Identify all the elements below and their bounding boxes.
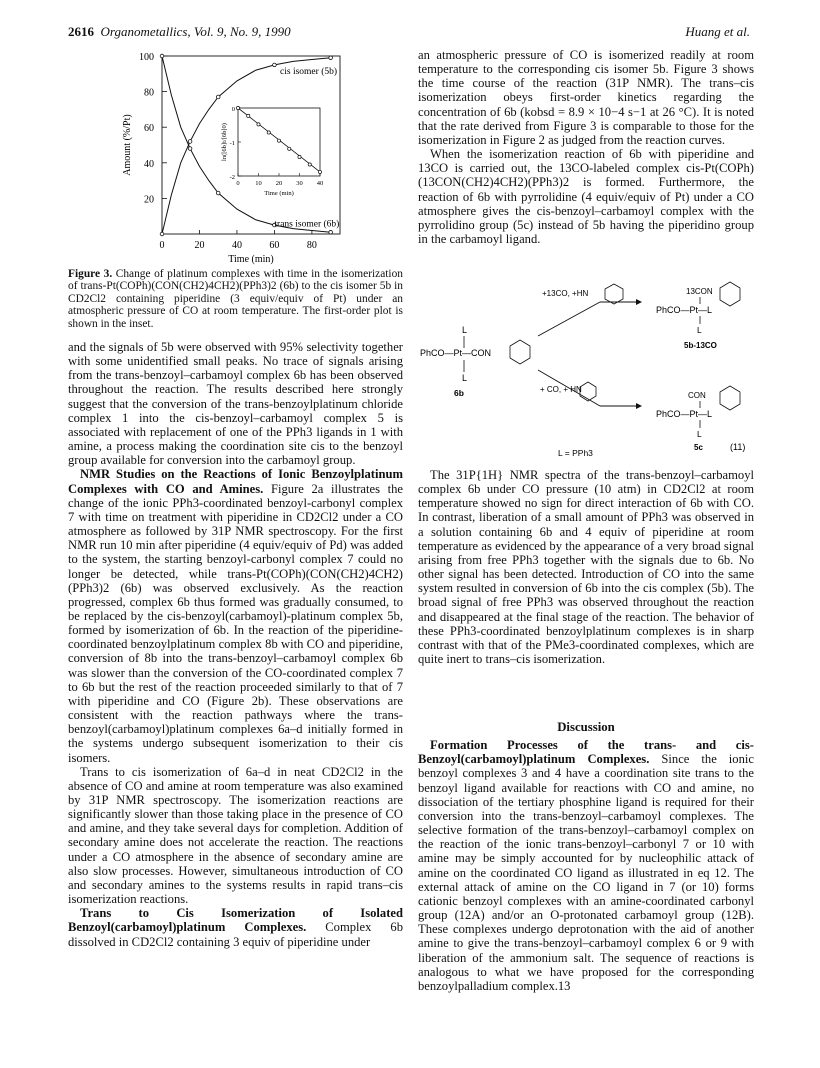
left-paragraph-4-text: Complex 6b dissolved in CD2Cl2 containing 3 equiv of piperidine under bbox=[68, 920, 403, 949]
inset-data-point bbox=[288, 147, 291, 150]
inset-data-point bbox=[247, 114, 250, 117]
right-column-middle bbox=[418, 468, 754, 666]
caption-text: Change of platinum complexes with time in the isomerization of trans-Pt(COPh)(CON(CH2)4CH2)(PPh3)2 (6b) to the cis isomer 5b in CD2Cl2 containing piperidine (3 equiv/equiv of Pt) under an atmospheric pressure of CO at room temperature. The first-order plot is shown in the inset. bbox=[68, 268, 403, 330]
inset-x-tick-label: 30 bbox=[296, 180, 303, 187]
inset-x-tick-label: 40 bbox=[316, 180, 324, 187]
inset-data-point bbox=[298, 155, 301, 158]
header-authors: Huang et al. bbox=[685, 24, 750, 39]
trans-isomer-label: trans isomer (6b) bbox=[274, 219, 340, 230]
left-column bbox=[68, 340, 403, 949]
scheme-top-product: PhCO—Pt—L bbox=[656, 305, 713, 315]
y-tick-label: 40 bbox=[144, 158, 154, 170]
scheme-start-L-bottom: L bbox=[462, 373, 468, 383]
discussion-heading: Discussion bbox=[557, 720, 615, 734]
scheme-reagent-bottom: + CO, + HN bbox=[540, 385, 582, 394]
inset-y-axis-label: ln([6b]t/[6b]0) bbox=[221, 123, 228, 161]
x-tick-label: 40 bbox=[231, 240, 242, 251]
y-tick-label: 60 bbox=[144, 123, 154, 135]
inset-data-point bbox=[267, 131, 270, 134]
inset-data-point bbox=[318, 170, 321, 173]
x-tick-label: 80 bbox=[306, 240, 317, 251]
scheme-bottom-label: 5c bbox=[694, 443, 703, 452]
data-point bbox=[160, 54, 164, 58]
scheme-bottom-product: PhCO—Pt—L bbox=[656, 409, 713, 419]
caption-label: Figure 3. bbox=[68, 268, 113, 280]
left-paragraph-2-text: Figure 2a illustrates the change of the ionic PPh3-coordinated benzoyl-carbonyl complex 7 with time on treatment with piperidine in CD2Cl2 under a CO atmosphere as followed by 31P NMR spectroscopy. For the first NMR run 10 min after piperidine (4 equiv/equiv of Pd) was added to the system, the starting benzoyl-carbonyl complex 7 could no longer be detected, while trans-Pt(COPh)(CON(CH2)4CH2)(PPh3)2 (6b) was observed exclusively. As the reaction progressed, complex 6b thus formed was gradually consumed, to be replaced by the cis-benzoyl(carbamoyl)-platinum complex 5b, formed by isomerization of 6b. In the reaction of the piperidine-coordinated benzoylplatinum complex 8b with CO and piperidine, conversion of 8b into the trans-benzoyl–carbamoyl complex 6b was slower than the conversion of the CO-coordinated complex 7 to 6b but the rest of the reaction proceeded similarly to that of 7 with piperidine and CO (Figure 2b). These observations are consistent with the reaction pathways where the trans-benzoyl(carbamoyl)platinum complexes 6a–d initially formed in the systems undergo subsequent isomerization to their cis isomers. bbox=[68, 481, 403, 765]
right-paragraph-1: an atmospheric pressure of CO is isomerized readily at room temperature to the corresponding cis isomer 5b. Figure 3 shows the time course of the reaction (31P NMR). The trans–cis isomerization obeys first-order kinetics regarding the concentration of 6b (kobsd = 8.9 × 10−4 s−1 at 26 °C). It is noted that the rate derived from Figure 3 is comparable to those for the isomerization in Figure 2 as judged from the reaction curves. bbox=[418, 48, 754, 147]
data-point bbox=[160, 232, 164, 236]
data-point bbox=[188, 140, 192, 144]
figure-3-caption bbox=[68, 268, 403, 330]
inset-y-tick-label: 0 bbox=[231, 106, 235, 113]
scheme-start-label: 6b bbox=[454, 388, 464, 398]
scheme-top-label: 5b-13CO bbox=[684, 341, 717, 350]
section-heading-formation: Formation Processes of the trans- and cis-Benzoyl(carbamoyl)platinum Complexes. bbox=[418, 738, 754, 767]
inset-y-tick-label: -2 bbox=[229, 174, 235, 181]
right-paragraph-4 bbox=[418, 738, 754, 993]
scheme-start-L-top: L bbox=[462, 325, 468, 335]
section-heading-nmr: NMR Studies on the Reactions of Ionic Benzoylplatinum Complexes with CO and Amines. bbox=[68, 467, 403, 496]
y-tick-label: 100 bbox=[139, 52, 154, 63]
inset-data-point bbox=[308, 163, 311, 166]
reaction-scheme-11 bbox=[418, 278, 754, 458]
figure-3-chart bbox=[68, 48, 403, 268]
scheme-top-con: 13CON bbox=[686, 287, 713, 296]
data-point bbox=[329, 230, 333, 234]
scheme-reagent-top: +13CO, +HN bbox=[542, 289, 589, 298]
y-tick-label: 80 bbox=[144, 87, 154, 99]
scheme-bottom-con: CON bbox=[688, 391, 706, 400]
data-point bbox=[273, 63, 277, 67]
scheme-bottom-L: L bbox=[697, 429, 702, 439]
scheme-start-complex: PhCO—Pt—CON bbox=[420, 348, 492, 358]
header-left bbox=[68, 24, 291, 44]
inset-y-tick-label: -1 bbox=[229, 140, 235, 147]
y-tick-label: 20 bbox=[144, 194, 154, 206]
data-point bbox=[216, 95, 220, 99]
left-paragraph-1: and the signals of 5b were observed with 95% selectivity together with some unidentified small peaks. No trace of signals arising from the trans-benzoyl–carbamoyl complex 6b has been observed throughout the reaction. The results described here strongly suggest that the conversion of the trans-benzoylplatinum chloride complex 1 into the cis-benzoyl–carbamoyl complex 5 is associated with replacement of one of the PPh3 ligands in 1 with amine, a process making the coordination site cis to the benzoyl group available for conversion into the carbamoyl group. bbox=[68, 340, 403, 468]
piperidine-ring bbox=[510, 340, 530, 364]
equation-number: (11) bbox=[730, 442, 746, 452]
cis-isomer-label: cis isomer (5b) bbox=[280, 66, 338, 77]
x-tick-label: 60 bbox=[269, 240, 280, 251]
x-axis-label: Time (min) bbox=[228, 254, 274, 265]
inset-x-axis-label: Time (min) bbox=[264, 190, 294, 197]
inset-x-tick-label: 20 bbox=[275, 180, 283, 187]
right-column-bottom bbox=[418, 720, 754, 993]
scheme-drawing bbox=[418, 278, 754, 458]
section-heading-trans-cis: Trans to Cis Isomerization of Isolated Benzoyl(carbamoyl)platinum Complexes. bbox=[68, 906, 403, 935]
inset-data-point bbox=[257, 123, 260, 126]
inset-x-tick-label: 0 bbox=[236, 180, 240, 187]
page-header bbox=[68, 24, 750, 44]
left-paragraph-2 bbox=[68, 467, 403, 764]
y-axis-label: Amount (%/Pt) bbox=[122, 114, 133, 176]
left-paragraph-3: Trans to cis isomerization of 6a–d in neat CD2Cl2 in the absence of CO and amine at room temperature was also examined by 31P NMR spectroscopy. The isomerization reactions are significantly slower than those taking place in the presence of CO and amine, and they take several days for completion. Addition of secondary amine does not accelerate the reaction. The reactions under a CO atmosphere in the absence of secondary amine are also slow processes. However, simultaneous introduction of CO and secondary amines to the systems results in rapid trans–cis isomerization reactions. bbox=[68, 764, 403, 907]
journal-citation: Organometallics, Vol. 9, No. 9, 1990 bbox=[100, 24, 291, 39]
data-point bbox=[188, 147, 192, 151]
x-tick-label: 20 bbox=[194, 240, 205, 251]
x-tick-label: 0 bbox=[159, 240, 165, 251]
inset-x-tick-label: 10 bbox=[255, 180, 262, 187]
data-point bbox=[216, 191, 220, 195]
page-number: 2616 bbox=[68, 24, 94, 39]
figure-3 bbox=[68, 48, 403, 268]
inset-data-point bbox=[277, 139, 280, 142]
right-paragraph-2: When the isomerization reaction of 6b with piperidine and 13CO is carried out, the 13CO-labeled complex cis-Pt(COPh)(13CON(CH2)4CH2)(PPh3)2 is formed. Furthermore, the reaction of 6b with pyrrolidine (4 equiv/equiv of Pt) under a CO atmosphere gives the cis-benzoyl–carbamoyl complex with the pyrrolidino group (5c) instead of 5b having the piperidino group in the carbamoyl ligand. bbox=[418, 147, 754, 247]
data-point bbox=[329, 56, 333, 60]
right-paragraph-3: The 31P{1H} NMR spectra of the trans-benzoyl–carbamoyl complex 6b under CO pressure (10 atm) in CD2Cl2 at room temperature showed no sign for direct interaction of 6b with CO. In contrast, liberation of a small amount of PPh3 was observed in a solution containing 6b and 4 equiv of piperidine at room temperature as evidenced by the appearance of a very broad signal arising from free PPh3 together with the signals due to 6b. No other signal has been detected. Introduction of CO into the same system resulted in conversion of 6b into the cis complex (5b). The broad signal of free PPh3 was observed throughout the reaction and disappeared at the final stage of the reaction. The behavior of these PPh3-coordinated benzoylplatinum complexes is in sharp contrast with that of the PMe3-coordinated complexes, which are quite inert to trans–cis isomerization. bbox=[418, 468, 754, 667]
right-column-top bbox=[418, 48, 754, 246]
scheme-top-L: L bbox=[697, 325, 702, 335]
right-paragraph-4-text: Since the ionic benzoyl complexes 3 and 4 have a coordination site trans to the benzoyl ligand available for reactions with CO and amine, no dissociation of the tertiary phosphine ligand is required for their conversion into the trans-benzoyl–carbamoyl complexes. The selective formation of the trans-benzoyl–carbamoyl complex on the reaction of the ionic trans-benzoyl–carbonyl 7 or 10 with amine may be simply accounted for by nucleophilic attack of amine on the coordinated CO ligand as illustrated in eq 12. The external attack of amine on the CO ligand in 7 (or 10) forms cationic benzoyl complexes with an amine-coordinated carbonyl group (12A) and/or an O-protonated carbamoyl group (12B). These complexes undergo deprotonation with the aid of another amine to give the trans-benzoyl–carbamoyl complex 6 or 9 with liberation of the ammonium salt. The sequence of reactions is analogous to what we have proposed for the corresponding benzoylpalladium complex.13 bbox=[418, 752, 754, 993]
inset-data-point bbox=[236, 106, 239, 109]
left-paragraph-4 bbox=[68, 906, 403, 948]
scheme-legend: L = PPh3 bbox=[558, 448, 593, 458]
